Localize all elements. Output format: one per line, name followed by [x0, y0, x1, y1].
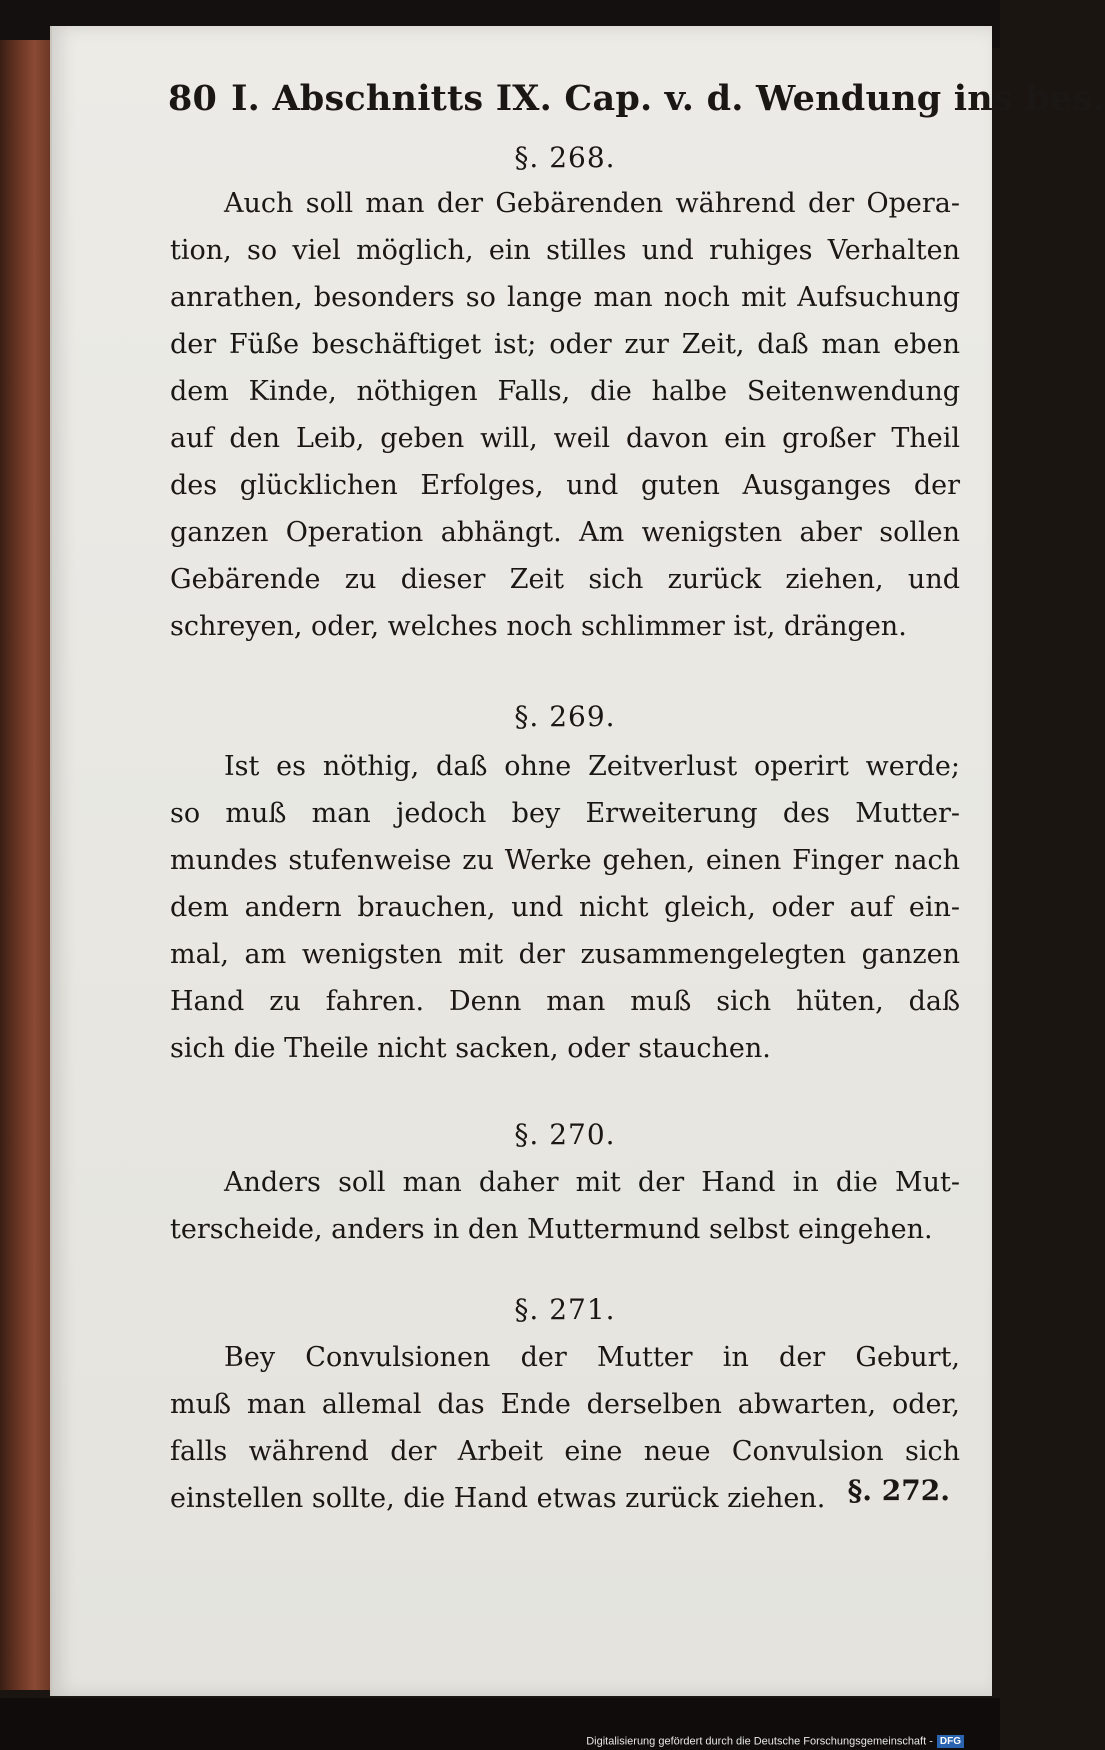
text-line: auf den Leib, geben will, weil davon ein großer Theil — [170, 423, 960, 454]
section-heading: §. 268. — [514, 141, 616, 174]
text-line: einstellen sollte, die Hand etwas zurück ziehen. — [170, 1483, 826, 1514]
text-line: sich die Theile nicht sacken, oder stauchen. — [170, 1033, 771, 1064]
section-268 — [170, 141, 960, 650]
section-paragraph — [170, 180, 960, 650]
text-line: terscheide, anders in den Muttermund selbst eingehen. — [170, 1214, 933, 1245]
text-line: so muß man jedoch bey Erweiterung des Mutter- — [170, 798, 960, 829]
section-271 — [170, 1293, 960, 1522]
text-line: ganzen Operation abhängt. Am wenigsten aber sollen — [170, 517, 960, 548]
text-line: anrathen, besonders so lange man noch mit Aufsuchung — [170, 282, 960, 313]
page-number: 80 — [168, 78, 218, 119]
text-line: mundes stufenweise zu Werke gehen, einen Finger nach — [170, 845, 960, 876]
section-heading: §. 269. — [514, 700, 616, 733]
credit-text: Digitalisierung gefördert durch die Deutsche Forschungsgemeinschaft - — [586, 1735, 933, 1748]
text-line: der Füße beschäftiget ist; oder zur Zeit, daß man eben — [170, 329, 960, 360]
text-line: schreyen, oder, welches noch schlimmer ist, drängen. — [170, 611, 907, 642]
running-head — [168, 78, 1105, 119]
text-line: tion, so viel möglich, ein stilles und ruhiges Verhalten — [170, 235, 960, 266]
text-line: dem andern brauchen, und nicht gleich, oder auf ein- — [170, 892, 960, 923]
section-269 — [170, 700, 960, 1072]
text-line: Bey Convulsionen der Mutter in der Geburt, — [224, 1342, 960, 1373]
section-paragraph — [170, 1334, 960, 1522]
text-line: dem Kinde, nöthigen Falls, die halbe Seitenwendung — [170, 376, 960, 407]
catchword: §. 272. — [847, 1474, 950, 1507]
text-line: Anders soll man daher mit der Hand in die Mut- — [224, 1167, 960, 1198]
section-paragraph — [170, 1159, 960, 1253]
digitization-credit — [586, 1735, 964, 1748]
text-line: falls während der Arbeit eine neue Convulsion sich — [170, 1436, 960, 1467]
section-paragraph — [170, 743, 960, 1072]
section-heading: §. 270. — [514, 1118, 616, 1151]
text-line: muß man allemal das Ende derselben abwarten, oder, — [170, 1389, 960, 1420]
text-line: Hand zu fahren. Denn man muß sich hüten, daß — [170, 986, 960, 1017]
section-270 — [170, 1118, 960, 1253]
text-line: Gebärende zu dieser Zeit sich zurück ziehen, und — [170, 564, 960, 595]
text-line: Ist es nöthig, daß ohne Zeitverlust operirt werde; — [224, 751, 960, 782]
text-line: mal, am wenigsten mit der zusammengelegten ganzen — [170, 939, 960, 970]
dfg-logo-badge: DFG — [937, 1735, 964, 1748]
text-line: Auch soll man der Gebärenden während der Opera- — [224, 188, 960, 219]
text-line: des glücklichen Erfolges, und guten Ausganges der — [170, 470, 960, 501]
section-heading: §. 271. — [514, 1293, 616, 1326]
page-text — [168, 78, 1105, 1522]
running-title: I. Abschnitts IX. Cap. v. d. Wendung ins bes. — [231, 78, 1105, 119]
